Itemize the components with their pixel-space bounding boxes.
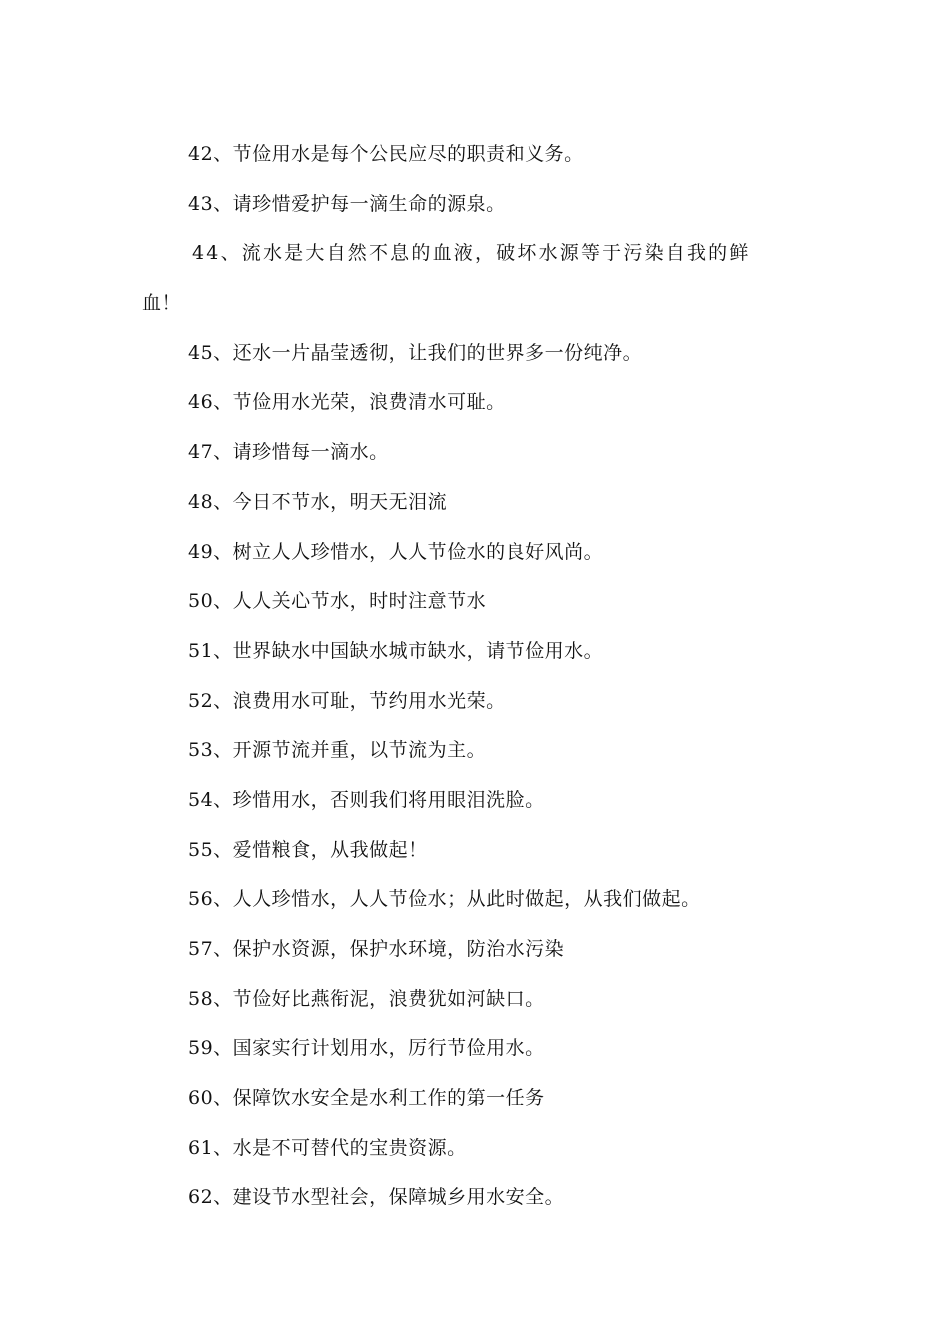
list-item: 46、节俭用水光荣，浪费清水可耻。 — [188, 391, 506, 414]
list-item: 50、人人关心节水，时时注意节水 — [188, 590, 487, 613]
slogan-list — [142, 130, 810, 1223]
list-item: 52、浪费用水可耻，节约用水光荣。 — [188, 689, 506, 712]
list-item: 56、人人珍惜水，人人节俭水；从此时做起，从我们做起。 — [188, 888, 701, 911]
list-item: 42、节俭用水是每个公民应尽的职责和义务。 — [188, 143, 584, 165]
list-item: 44、流水是大自然不息的血液，破坏水源等于污染自我的鲜 — [192, 242, 751, 265]
list-item: 57、保护水资源，保护水环境，防治水污染 — [188, 938, 565, 960]
list-item: 53、开源节流并重，以节流为主。 — [188, 739, 487, 762]
list-item: 62、建设节水型社会，保障城乡用水安全。 — [188, 1186, 565, 1209]
list-item: 49、树立人人珍惜水，人人节俭水的良好风尚。 — [188, 540, 604, 563]
list-item: 48、今日不节水，明天无泪流 — [188, 490, 448, 513]
list-item: 61、水是不可替代的宝贵资源。 — [188, 1136, 467, 1159]
list-item: 47、请珍惜每一滴水。 — [188, 441, 389, 464]
list-item: 51、世界缺水中国缺水城市缺水，请节俭用水。 — [188, 639, 604, 662]
list-item: 58、节俭好比燕衔泥，浪费犹如河缺口。 — [188, 987, 545, 1010]
list-item: 54、珍惜用水，否则我们将用眼泪洗脸。 — [188, 788, 545, 811]
list-item-continuation: 血！ — [142, 292, 182, 315]
list-item: 43、请珍惜爱护每一滴生命的源泉。 — [188, 192, 506, 215]
list-item: 45、还水一片晶莹透彻，让我们的世界多一份纯净。 — [188, 341, 643, 364]
list-item: 60、保障饮水安全是水利工作的第一任务 — [188, 1087, 545, 1110]
list-item: 55、爱惜粮食，从我做起！ — [188, 838, 428, 861]
list-item: 59、国家实行计划用水，厉行节俭用水。 — [188, 1037, 545, 1060]
